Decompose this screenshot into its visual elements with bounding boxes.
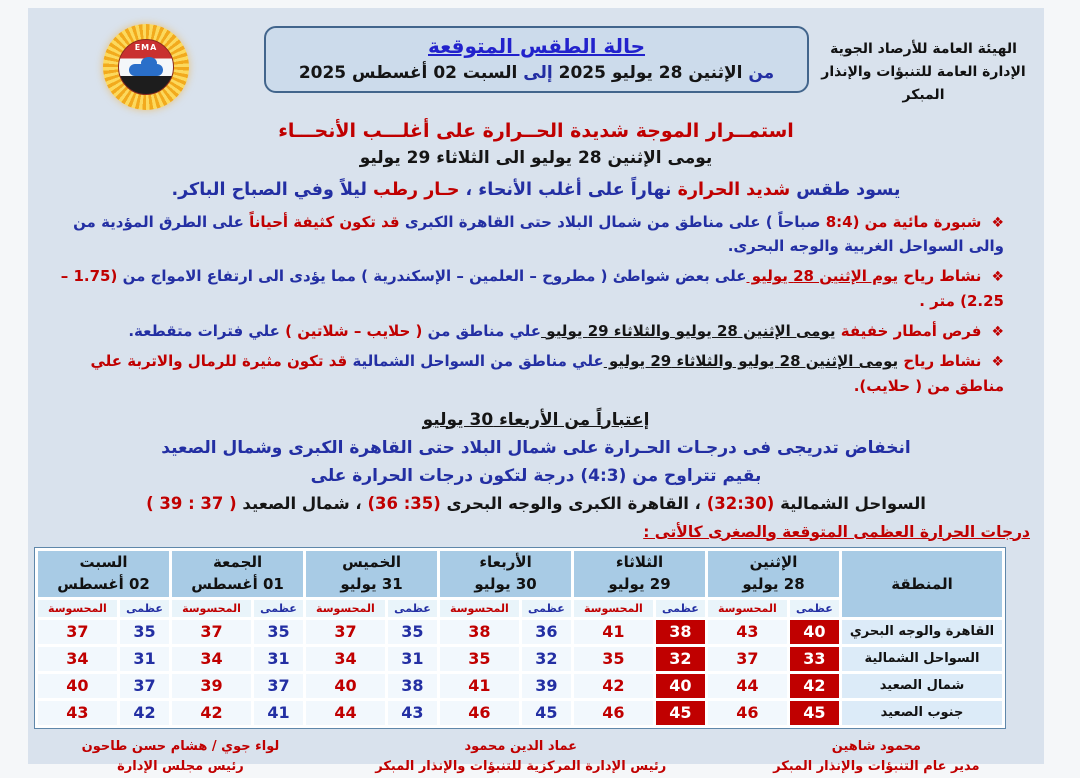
signer-title: رئيس الإدارة المركزية للتنبؤات والإنذار المبكر	[375, 759, 667, 775]
text-segment: نشاط رياح	[898, 352, 982, 371]
org-line1: الهيئة العامة للأرصاد الجوية	[830, 41, 1017, 57]
feels-temp-cell: 44	[306, 701, 385, 725]
table-row	[38, 620, 1002, 644]
from-wednesday-heading: إعتباراً من الأربعاء 30 يوليو	[422, 409, 650, 430]
feels-subheader-2: المحسوسة	[440, 600, 519, 617]
max-temp-cell: 32	[656, 647, 705, 671]
text-segment: يومى الإثنين 28 يوليو والثلاثاء 29 يوليو	[541, 321, 836, 340]
ema-sun-logo	[103, 24, 189, 110]
feels-temp-cell: 37	[708, 647, 787, 671]
max-temp-cell: 35	[388, 620, 437, 644]
feels-temp-cell: 37	[306, 620, 385, 644]
feels-temp-cell: 39	[172, 674, 251, 698]
text-segment: يوم الإثنين 28 يوليو	[746, 267, 899, 286]
table-title: درجات الحرارة العظمى المتوقعة والصغرى كالأتى :	[643, 522, 1030, 541]
feels-temp-cell: 34	[38, 647, 117, 671]
text-segment: ( حلايب – شلاتين )	[279, 321, 423, 340]
feels-subheader-3: المحسوسة	[306, 600, 385, 617]
max-subheader-4: عظمى	[254, 600, 303, 617]
feels-subheader-0: المحسوسة	[708, 600, 787, 617]
ema-logo-label: EMA	[134, 43, 158, 52]
text-segment: ، شمال الصعيد	[236, 493, 368, 513]
bullet-diamond-icon: ❖	[991, 269, 1004, 286]
max-temp-cell: 42	[120, 701, 169, 725]
feels-temp-cell: 37	[172, 620, 251, 644]
org-line2: الإدارة العامة للتنبؤات والإنذار المبكر	[821, 64, 1026, 104]
signature-right	[709, 737, 1044, 778]
feels-temp-cell: 42	[172, 701, 251, 725]
regional-temps-line	[28, 494, 1044, 513]
max-temp-cell: 38	[388, 674, 437, 698]
max-subheader-5: عظمى	[120, 600, 169, 617]
signature-center	[333, 737, 709, 778]
region-name-0: القاهرة والوجه البحري	[842, 620, 1002, 644]
text-segment: فرص أمطار خفيفة	[835, 321, 982, 340]
day-header-4: الجمعة 01 أغسطس	[172, 551, 303, 597]
region-name-2: شمال الصعيد	[842, 674, 1002, 698]
max-temp-cell: 31	[388, 647, 437, 671]
feels-temp-cell: 46	[574, 701, 653, 725]
title-box	[264, 26, 809, 93]
feels-temp-cell: 34	[306, 647, 385, 671]
feels-temp-cell: 35	[440, 647, 519, 671]
day-header-5: السبت 02 أغسطس	[38, 551, 169, 597]
max-temp-cell: 42	[790, 674, 839, 698]
signer-title: رئيس مجلس الإدارة	[117, 759, 244, 775]
text-segment: ليلاً وفي الصباح الباكر.	[171, 180, 367, 200]
feels-temp-cell: 35	[574, 647, 653, 671]
heatwave-dates: يومى الإثنين 28 يوليو الى الثلاثاء 29 يوليو	[359, 148, 713, 168]
weather-summary	[28, 180, 1044, 200]
bullet-item-2	[54, 264, 1004, 312]
max-temp-cell: 39	[522, 674, 571, 698]
feels-temp-cell: 43	[708, 620, 787, 644]
signer-name: عماد الدين محمود	[464, 738, 578, 754]
table-row	[38, 674, 1002, 698]
text-segment: على الطرق المؤدية من والى السواحل الغربية والوجه البحرى.	[73, 213, 1004, 256]
bullet-list	[54, 210, 1004, 398]
feels-temp-cell: 46	[440, 701, 519, 725]
text-segment: قد تكون مثيرة للرمال والاتربة علي مناطق من ( حلايب).	[90, 352, 1004, 395]
max-temp-cell: 37	[120, 674, 169, 698]
text-segment: حـار رطب	[366, 180, 460, 200]
max-temp-cell: 35	[254, 620, 303, 644]
max-temp-cell: 38	[656, 620, 705, 644]
max-temp-cell: 41	[254, 701, 303, 725]
feels-temp-cell: 41	[440, 674, 519, 698]
feels-temp-cell: 34	[172, 647, 251, 671]
feels-temp-cell: 40	[306, 674, 385, 698]
text-segment: إلى	[517, 63, 553, 83]
signature-left	[28, 737, 333, 778]
temperature-table	[34, 547, 1006, 729]
text-segment: السواحل الشمالية	[774, 493, 926, 513]
max-temp-cell: 40	[656, 674, 705, 698]
text-segment: (1.75 – 2.25) متر .	[60, 267, 1004, 310]
signer-name: لواء جوي / هشام حسن طاحون	[81, 738, 280, 754]
cloud-icon	[129, 64, 163, 76]
max-temp-cell: 45	[790, 701, 839, 725]
bullet-diamond-icon: ❖	[991, 354, 1004, 371]
text-segment: من	[742, 63, 775, 83]
max-subheader-0: عظمى	[790, 600, 839, 617]
max-temp-cell: 40	[790, 620, 839, 644]
table-row	[38, 701, 1002, 725]
bullet-diamond-icon: ❖	[991, 323, 1004, 340]
temp-drop-line1: انخفاض تدريجى فى درجـات الحـرارة على شمال البلاد حتى القاهرة الكبرى وشمال الصعيد	[161, 437, 911, 458]
max-temp-cell: 31	[120, 647, 169, 671]
text-segment: علي مناطق من السواحل الشمالية	[347, 352, 604, 371]
signer-name: محمود شاهين	[831, 738, 921, 754]
max-subheader-2: عظمى	[522, 600, 571, 617]
feels-temp-cell: 46	[708, 701, 787, 725]
feels-temp-cell: 37	[38, 620, 117, 644]
max-temp-cell: 45	[656, 701, 705, 725]
day-header-3: الخميس 31 يوليو	[306, 551, 437, 597]
text-segment: على بعض شواطئ ( مطروح – العلمين – الإسكندرية ) مما يؤدى الى ارتفاع الامواج من	[117, 267, 747, 286]
feels-temp-cell: 44	[708, 674, 787, 698]
text-segment: علي فترات متقطعة.	[128, 321, 280, 340]
text-segment: (32:30)	[706, 493, 775, 513]
region-name-3: جنوب الصعيد	[842, 701, 1002, 725]
feels-subheader-5: المحسوسة	[38, 600, 117, 617]
max-temp-cell: 43	[388, 701, 437, 725]
text-segment: السبت 02 أغسطس 2025	[298, 63, 518, 83]
bulletin-date-range	[276, 63, 797, 83]
text-segment: ، القاهرة الكبرى والوجه البحرى	[440, 493, 707, 513]
bullet-item-1	[54, 210, 1004, 258]
text-segment: (35: 36)	[367, 493, 441, 513]
feels-subheader-4: المحسوسة	[172, 600, 251, 617]
bulletin-title: حالة الطقس المتوقعة	[428, 34, 645, 58]
max-temp-cell: 31	[254, 647, 303, 671]
text-segment: شبورة مائية من (8:4	[820, 213, 982, 231]
text-segment: يسود طقس	[790, 180, 901, 200]
day-header-2: الأربعاء 30 يوليو	[440, 551, 571, 597]
table-row	[38, 647, 1002, 671]
max-temp-cell: 33	[790, 647, 839, 671]
day-header-1: الثلاثاء 29 يوليو	[574, 551, 705, 597]
ema-emblem-icon	[118, 39, 174, 95]
region-column-header: المنطقة	[842, 551, 1002, 617]
signer-title: مدير عام التنبؤات والإنذار المبكر	[773, 759, 980, 775]
max-temp-cell: 36	[522, 620, 571, 644]
max-subheader-3: عظمى	[388, 600, 437, 617]
text-segment: نشاط رياح	[898, 267, 982, 286]
text-segment: صباحاً ) على مناطق من شمال البلاد حتى القاهرة الكبرى	[399, 213, 821, 231]
max-temp-cell: 45	[522, 701, 571, 725]
organization-names	[809, 18, 1044, 107]
bullet-diamond-icon: ❖	[991, 215, 1004, 231]
max-temp-cell: 37	[254, 674, 303, 698]
feels-subheader-1: المحسوسة	[574, 600, 653, 617]
feels-temp-cell: 40	[38, 674, 117, 698]
feels-temp-cell: 42	[574, 674, 653, 698]
heatwave-heading: استمــرار الموجة شديدة الحــرارة على أغلـــب الأنحـــاء	[278, 120, 794, 142]
text-segment: علي مناطق من	[422, 321, 542, 340]
signatures	[28, 737, 1044, 778]
day-header-0: الإثنين 28 يوليو	[708, 551, 839, 597]
text-segment: الإثنين 28 يوليو 2025	[552, 63, 743, 83]
region-name-1: السواحل الشمالية	[842, 647, 1002, 671]
day-header-row	[38, 551, 1002, 597]
text-segment: ( 37 : 39 )	[146, 493, 237, 513]
max-subheader-1: عظمى	[656, 600, 705, 617]
text-segment: قد تكون كثيفة أحياناً	[243, 213, 400, 231]
bullet-item-4	[54, 349, 1004, 397]
feels-temp-cell: 43	[38, 701, 117, 725]
text-segment: نهاراً على أغلب الأنحاء ،	[459, 180, 672, 200]
logo-area	[28, 18, 264, 110]
bullet-item-3	[54, 319, 1004, 343]
text-segment: يومى الإثنين 28 يوليو والثلاثاء 29 يوليو	[603, 352, 899, 371]
temp-drop-line2: بقيم تتراوح من (4:3) درجة لتكون درجات الحرارة على	[310, 465, 762, 486]
feels-temp-cell: 38	[440, 620, 519, 644]
max-temp-cell: 32	[522, 647, 571, 671]
header	[28, 18, 1044, 110]
bulletin-panel	[28, 8, 1044, 775]
feels-temp-cell: 41	[574, 620, 653, 644]
text-segment: شديد الحرارة	[671, 180, 791, 200]
max-temp-cell: 35	[120, 620, 169, 644]
